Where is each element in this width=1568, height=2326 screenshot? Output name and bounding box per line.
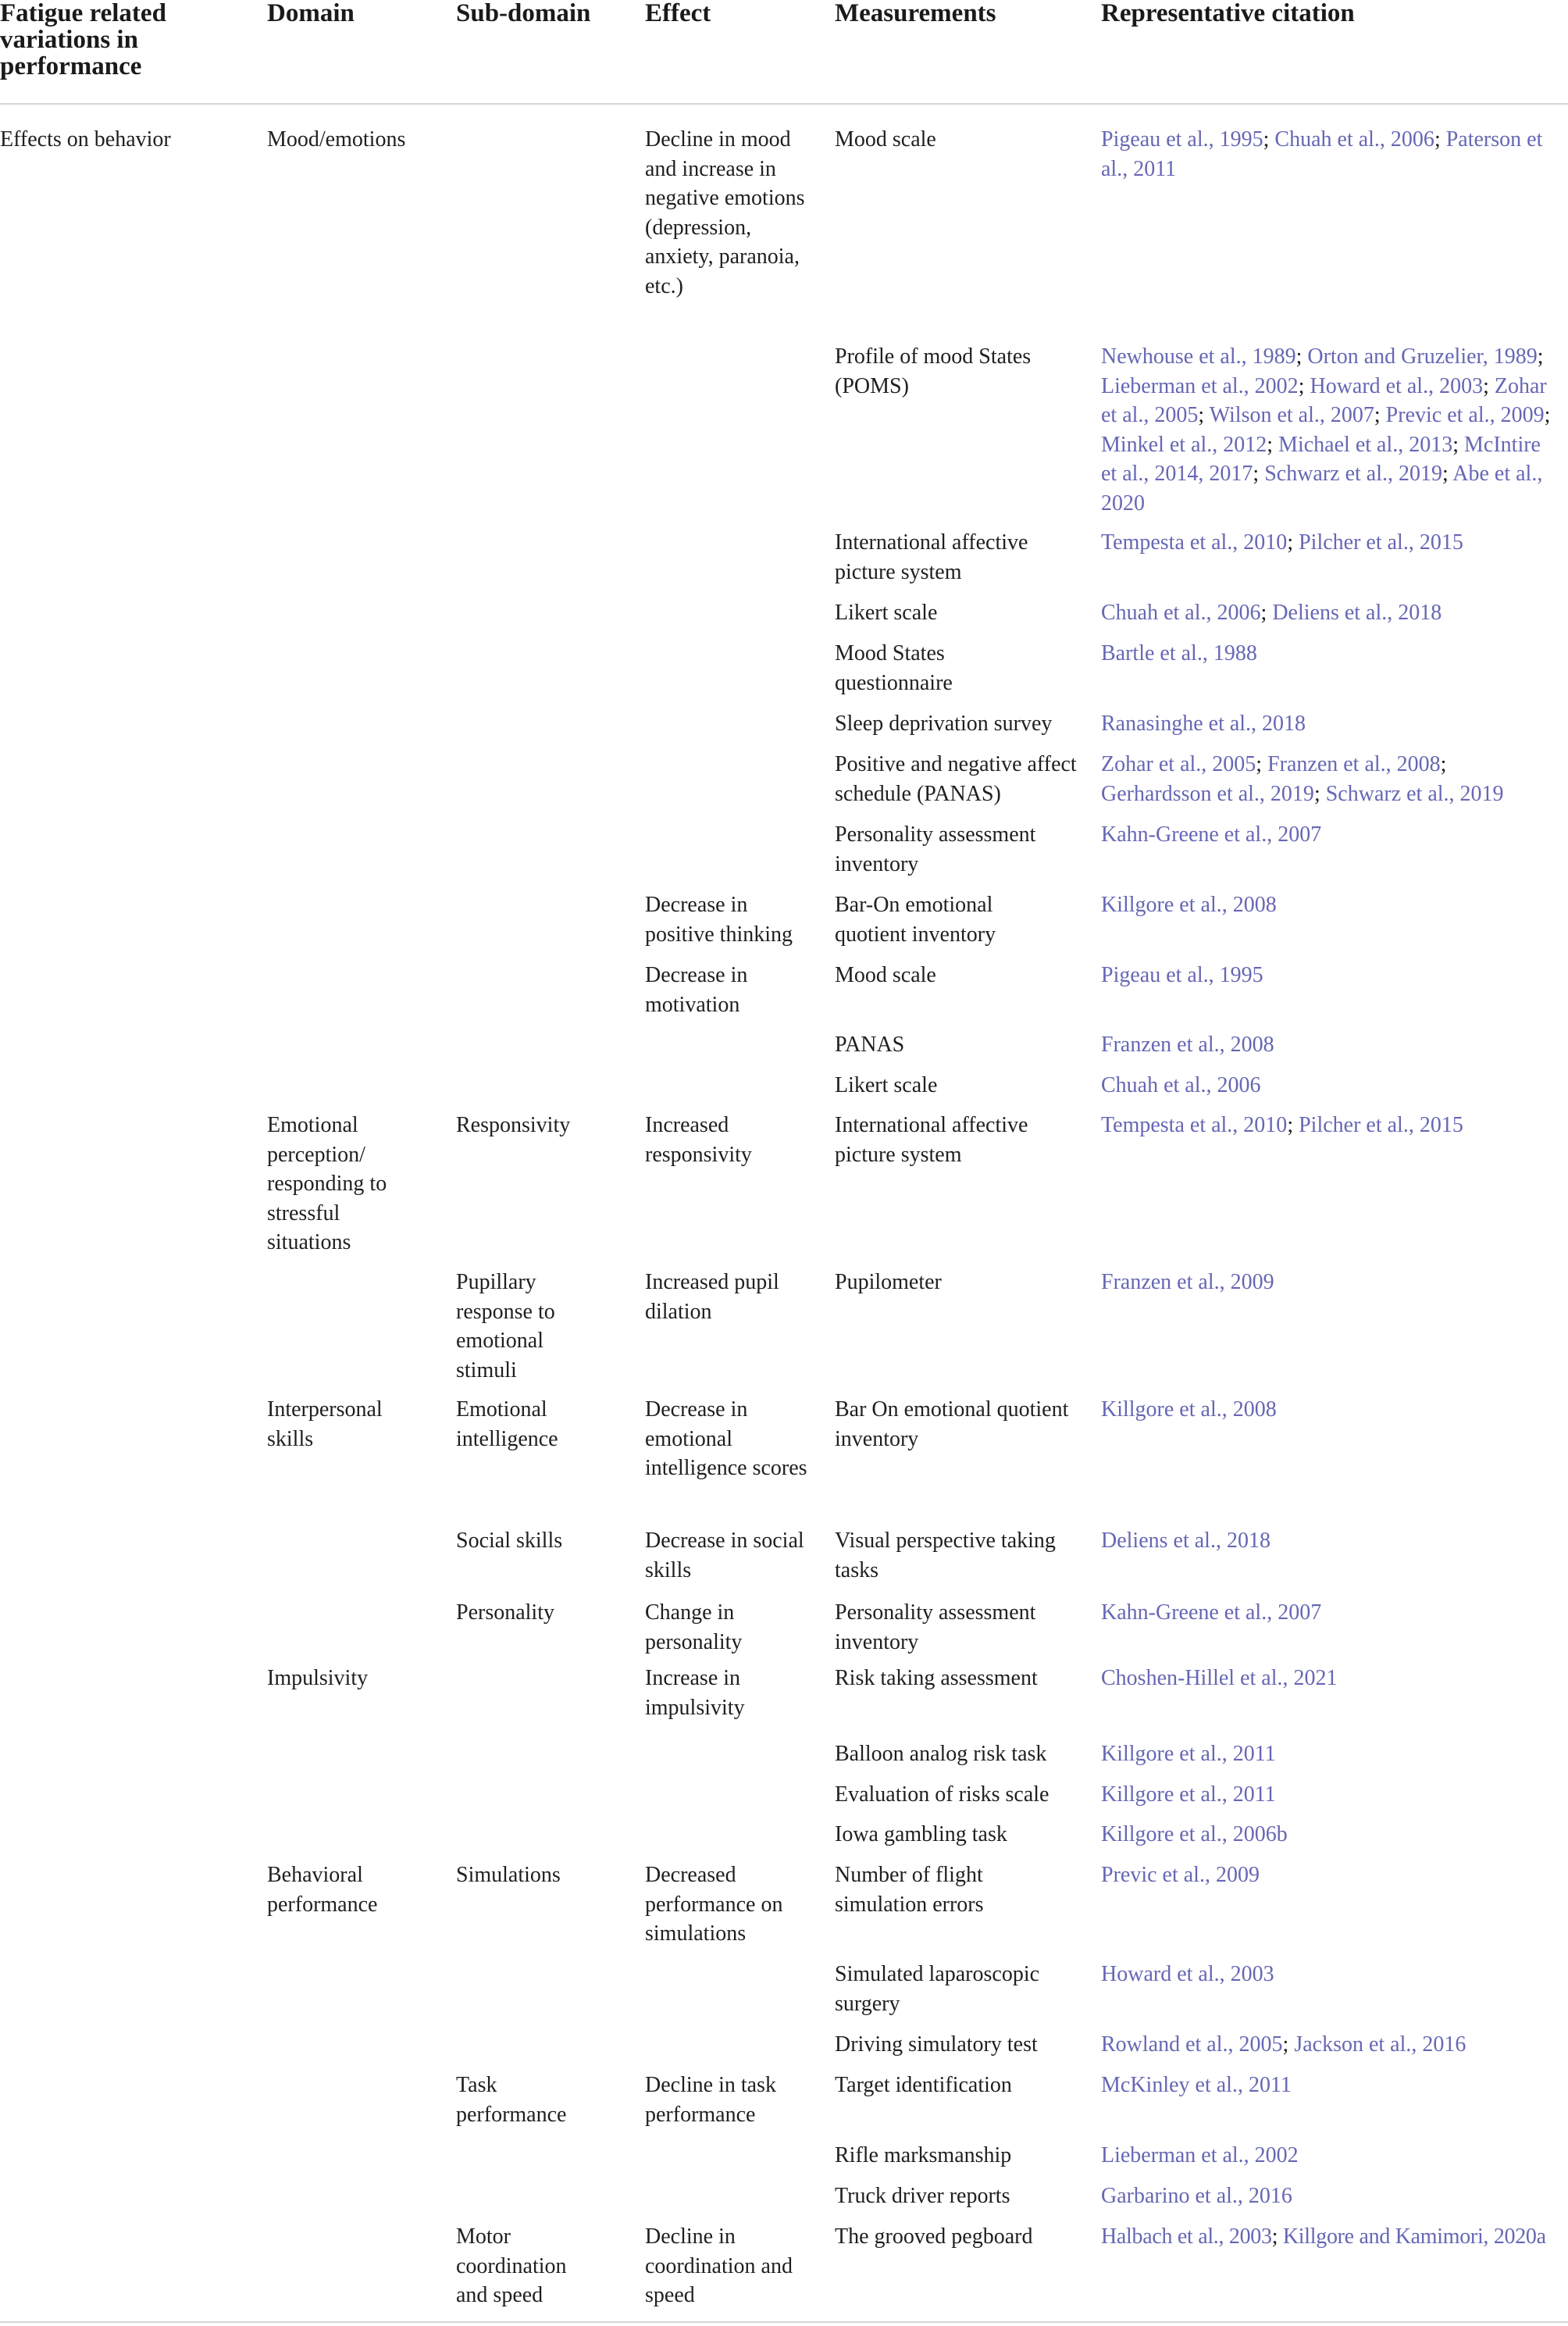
citation-link[interactable]: Killgore et al., 2011	[1101, 1742, 1276, 1766]
citation-link[interactable]: Lieberman et al., 2002	[1101, 2143, 1299, 2167]
citation-separator: ;	[1544, 403, 1551, 427]
effect-cell: Decrease in motivation	[645, 963, 748, 1017]
citation-cell	[1101, 1820, 1550, 1850]
citation-cell	[1101, 1268, 1550, 1297]
citation-link[interactable]: Pilcher et al., 2015	[1299, 530, 1463, 555]
measurement-cell: Sleep deprivation survey	[835, 712, 1053, 736]
citation-link[interactable]: Tempesta et al., 2010	[1101, 530, 1288, 555]
measurement-cell: Mood States questionnaire	[835, 641, 953, 695]
citation-link[interactable]: Killgore et al., 2008	[1101, 893, 1277, 917]
citation-cell	[1101, 1860, 1550, 1890]
fatigue-cell: Effects on behavior	[0, 127, 171, 152]
citation-cell	[1101, 1071, 1550, 1101]
citation-separator: ;	[1256, 752, 1268, 776]
citation-link[interactable]: Orton and Gruzelier, 1989	[1307, 344, 1538, 369]
citation-separator: ;	[1440, 752, 1447, 776]
citation-separator: ;	[1267, 432, 1279, 457]
measurement-cell: Iowa gambling task	[835, 1822, 1007, 1846]
citation-link[interactable]: Ranasinghe et al., 2018	[1101, 712, 1306, 736]
citation-link[interactable]: Zohar et al., 2005	[1101, 752, 1256, 776]
measurement-cell: Personality assessment inventory	[835, 1600, 1036, 1654]
citation-link[interactable]: Lieberman et al., 2002	[1101, 373, 1299, 398]
citation-link[interactable]: Killgore et al., 2011	[1101, 1782, 1276, 1807]
measurement-cell: Mood scale	[835, 127, 936, 152]
citation-link[interactable]: Howard et al., 2003	[1101, 1962, 1274, 1986]
citation-link[interactable]: Gerhardsson et al., 2019	[1101, 781, 1314, 806]
citation-separator: ;	[1298, 373, 1310, 398]
citation-link[interactable]: Wilson et al., 2007	[1209, 403, 1374, 427]
citation-link[interactable]: Pigeau et al., 1995	[1101, 963, 1263, 987]
citation-separator: ;	[1263, 127, 1275, 152]
citation-link[interactable]: Newhouse et al., 1989	[1101, 344, 1296, 369]
subdomain-cell: Emotional intelligence	[456, 1397, 558, 1451]
measurement-cell: Positive and negative affect schedule (PANAS)	[835, 752, 1077, 806]
citation-cell	[1101, 2182, 1550, 2211]
citation-cell	[1101, 1739, 1550, 1769]
citation-link[interactable]: Deliens et al., 2018	[1272, 601, 1442, 625]
citation-link[interactable]: Schwarz et al., 2019	[1264, 462, 1443, 486]
effect-cell: Increased pupil dilation	[645, 1270, 779, 1324]
citation-separator: ;	[1271, 2224, 1283, 2249]
measurement-cell: Evaluation of risks scale	[835, 1782, 1049, 1807]
citation-link[interactable]: Killgore et al., 2008	[1101, 1397, 1277, 1422]
domain-cell: Behavioral performance	[267, 1863, 378, 1917]
citation-cell	[1101, 1030, 1550, 1060]
citation-cell	[1101, 639, 1550, 669]
citation-link[interactable]: Franzen et al., 2008	[1101, 1033, 1274, 1057]
subdomain-cell: Simulations	[456, 1863, 561, 1887]
effect-cell: Increase in impulsivity	[645, 1666, 745, 1720]
citation-cell	[1101, 1960, 1550, 1989]
citation-link[interactable]: Schwarz et al., 2019	[1325, 781, 1504, 806]
citation-link[interactable]: Franzen et al., 2009	[1101, 1270, 1274, 1294]
measurement-cell: Truck driver reports	[835, 2184, 1010, 2208]
measurement-cell: Likert scale	[835, 1073, 938, 1097]
citation-cell	[1101, 2030, 1550, 2060]
domain-cell: Impulsivity	[267, 1666, 369, 1690]
measurement-cell: The grooved pegboard	[835, 2224, 1033, 2249]
citation-separator: ;	[1537, 344, 1544, 369]
citation-separator: ;	[1483, 373, 1495, 398]
citation-link[interactable]: Pigeau et al., 1995	[1101, 127, 1263, 152]
citation-link[interactable]: Chuah et al., 2006	[1101, 1073, 1261, 1097]
citation-separator: ;	[1442, 462, 1453, 486]
subdomain-cell: Responsivity	[456, 1113, 571, 1137]
citation-link[interactable]: Franzen et al., 2008	[1267, 752, 1441, 776]
citation-link[interactable]: Howard et al., 2003	[1310, 373, 1484, 398]
citation-link[interactable]: McIntire et al., 2014, 2017	[1101, 432, 1541, 486]
citation-link[interactable]: McKinley et al., 2011	[1101, 2073, 1292, 2097]
measurement-cell: Visual perspective taking tasks	[835, 1529, 1056, 1582]
citation-cell	[1101, 1780, 1550, 1810]
citation-separator: ;	[1253, 462, 1265, 486]
citation-cell	[1101, 528, 1550, 558]
citation-link[interactable]: Rowland et al., 2005	[1101, 2032, 1283, 2057]
citation-cell	[1101, 125, 1550, 184]
citation-link[interactable]: Paterson et al., 2011	[1101, 127, 1543, 181]
effect-cell: Decrease in emotional intelligence scores	[645, 1397, 807, 1480]
citation-cell	[1101, 709, 1550, 739]
citation-cell	[1101, 1111, 1550, 1140]
citation-cell	[1101, 1395, 1550, 1425]
citation-link[interactable]: Previc et al., 2009	[1101, 1863, 1260, 1887]
citation-link[interactable]: Garbarino et al., 2016	[1101, 2184, 1292, 2208]
bottom-rule	[0, 2321, 1568, 2323]
domain-cell: Emotional perception/ responding to stressful situations	[267, 1113, 387, 1254]
measurement-cell: Mood scale	[835, 963, 936, 987]
header-subdomain: Sub-domain	[456, 0, 591, 27]
citation-link[interactable]: Killgore and Kamimori, 2020a	[1282, 2224, 1546, 2249]
header-domain: Domain	[267, 0, 355, 27]
citation-link[interactable]: Kahn-Greene et al., 2007	[1101, 1600, 1322, 1625]
citation-separator: ;	[1452, 432, 1465, 457]
header-rule	[0, 103, 1568, 105]
citation-separator: ;	[1295, 344, 1308, 369]
measurement-cell: Target identification	[835, 2073, 1012, 2097]
citation-cell	[1101, 342, 1552, 518]
citation-cell	[1101, 2071, 1550, 2100]
citation-link[interactable]: Chuah et al., 2006	[1274, 127, 1434, 152]
subdomain-cell: Task performance	[456, 2073, 567, 2127]
citation-separator: ;	[1287, 1113, 1299, 1137]
measurement-cell: Profile of mood States (POMS)	[835, 344, 1032, 398]
measurement-cell: Driving simulatory test	[835, 2032, 1038, 2057]
measurement-cell: Likert scale	[835, 601, 938, 625]
citation-cell	[1101, 890, 1550, 920]
effect-cell: Decrease in social skills	[645, 1529, 804, 1582]
citation-link[interactable]: Tempesta et al., 2010	[1101, 1113, 1288, 1137]
citation-link[interactable]: Bartle et al., 1988	[1101, 641, 1257, 665]
citation-link[interactable]: Halbach et al., 2003	[1101, 2224, 1272, 2249]
citation-cell	[1101, 1598, 1550, 1628]
citation-cell	[1101, 1526, 1550, 1556]
domain-cell: Mood/emotions	[267, 127, 406, 152]
subdomain-cell: Social skills	[456, 1529, 563, 1553]
citation-cell	[1101, 1664, 1550, 1693]
subdomain-cell: Pupillary response to emotional stimuli	[456, 1270, 555, 1382]
effect-cell: Decline in coordination and speed	[645, 2224, 793, 2307]
effect-cell: Increased responsivity	[645, 1113, 752, 1167]
domain-cell: Interpersonal skills	[267, 1397, 383, 1451]
citation-link[interactable]: Michael et al., 2013	[1278, 432, 1453, 457]
header-fatigue: Fatigue related variations in performance	[0, 0, 166, 80]
effect-cell: Change in personality	[645, 1600, 743, 1654]
citation-link[interactable]: Abe et al., 2020	[1101, 462, 1543, 516]
measurement-cell: Balloon analog risk task	[835, 1742, 1047, 1766]
citation-separator: ;	[1282, 2032, 1295, 2057]
measurement-cell: Bar-On emotional quotient inventory	[835, 893, 996, 947]
effect-cell: Decrease in positive thinking	[645, 893, 793, 947]
effect-cell: Decline in task performance	[645, 2073, 776, 2127]
citation-separator: ;	[1313, 781, 1326, 806]
citation-separator: ;	[1198, 403, 1210, 427]
measurement-cell: International affective picture system	[835, 530, 1028, 584]
measurement-cell: PANAS	[835, 1033, 905, 1057]
header-measurements: Measurements	[835, 0, 996, 27]
measurement-cell: Number of flight simulation errors	[835, 1863, 984, 1917]
citation-separator: ;	[1434, 127, 1446, 152]
measurement-cell: Risk taking assessment	[835, 1666, 1038, 1690]
measurement-cell: Simulated laparoscopic surgery	[835, 1962, 1040, 2016]
citation-link[interactable]: Minkel et al., 2012	[1101, 432, 1267, 457]
effect-cell: Decreased performance on simulations	[645, 1863, 783, 1946]
citation-link[interactable]: Zohar et al., 2005	[1101, 373, 1547, 427]
citation-link[interactable]: Previc et al., 2009	[1385, 403, 1545, 427]
citation-cell	[1101, 961, 1550, 990]
citation-separator: ;	[1287, 530, 1299, 555]
citation-cell	[1101, 2222, 1563, 2252]
citation-cell	[1101, 750, 1550, 808]
citation-cell	[1101, 598, 1550, 628]
citation-cell	[1101, 820, 1550, 850]
subdomain-cell: Personality	[456, 1600, 554, 1625]
subdomain-cell: Motor coordination and speed	[456, 2224, 567, 2307]
citation-link[interactable]: Choshen-Hillel et al., 2021	[1101, 1666, 1338, 1690]
citation-link[interactable]: Kahn-Greene et al., 2007	[1101, 822, 1322, 847]
citation-link[interactable]: Deliens et al., 2018	[1101, 1529, 1270, 1553]
measurement-cell: Bar On emotional quotient inventory	[835, 1397, 1069, 1451]
measurement-cell: International affective picture system	[835, 1113, 1028, 1167]
citation-separator: ;	[1260, 601, 1273, 625]
header-effect: Effect	[645, 0, 711, 27]
header-citation: Representative citation	[1101, 0, 1355, 27]
citation-separator: ;	[1374, 403, 1386, 427]
citation-link[interactable]: Killgore et al., 2006b	[1101, 1822, 1288, 1846]
measurement-cell: Rifle marksmanship	[835, 2143, 1012, 2167]
citation-link[interactable]: Jackson et al., 2016	[1294, 2032, 1466, 2057]
effect-cell: Decline in mood and increase in negative emotions (depression, anxiety, paranoia, etc.)	[645, 127, 805, 298]
measurement-cell: Pupilometer	[835, 1270, 942, 1294]
citation-link[interactable]: Chuah et al., 2006	[1101, 601, 1261, 625]
citation-cell	[1101, 2141, 1550, 2171]
measurement-cell: Personality assessment inventory	[835, 822, 1036, 876]
citation-link[interactable]: Pilcher et al., 2015	[1299, 1113, 1463, 1137]
